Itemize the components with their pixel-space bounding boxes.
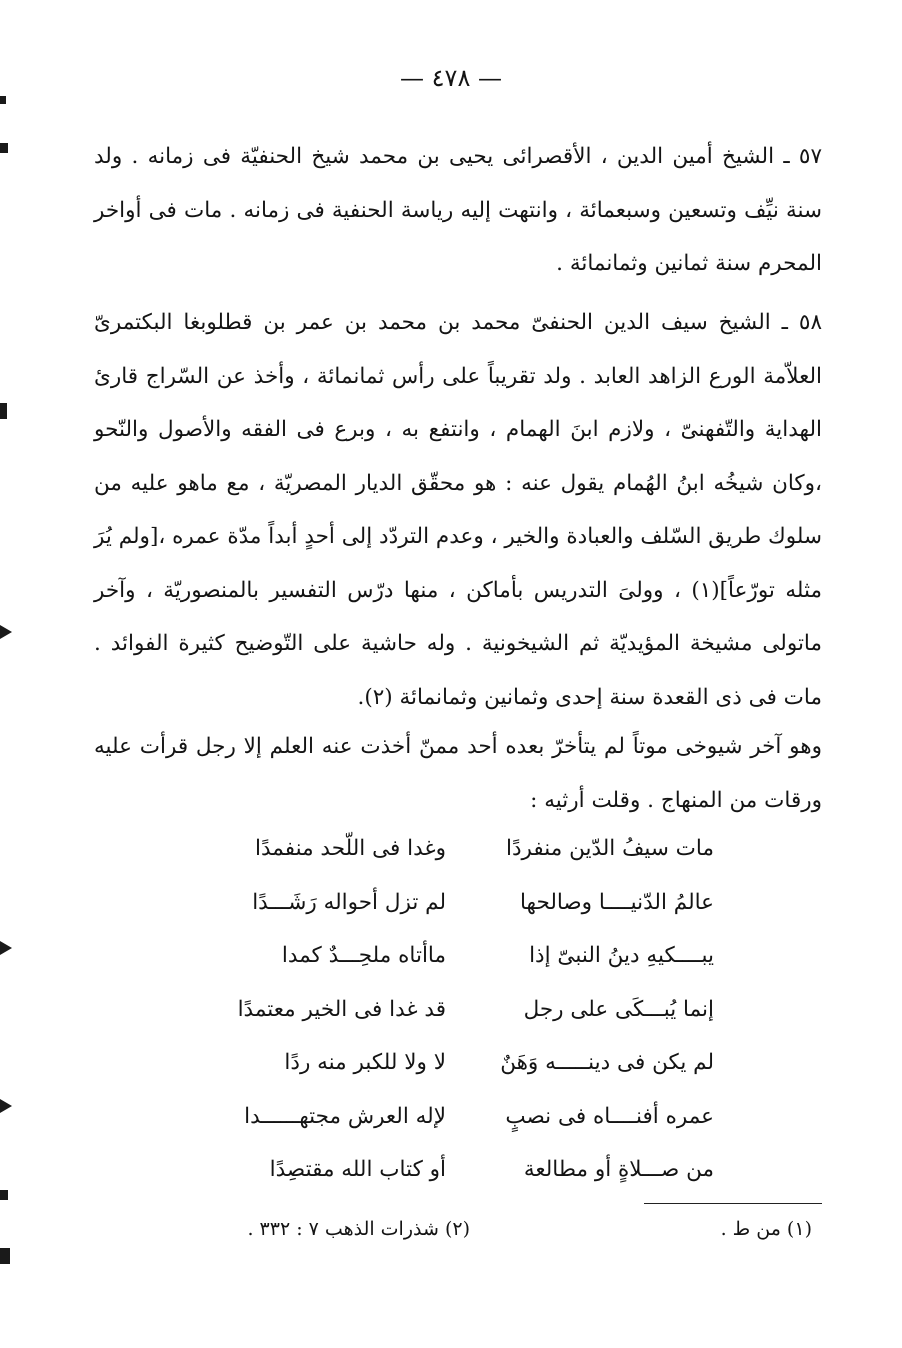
scan-margin-mark (0, 625, 12, 639)
poem-verse (214, 876, 714, 930)
footnote-divider (644, 1203, 822, 1204)
verse-second-hemistich: ماأتاه ملحِـــدٌ كمدا (281, 943, 446, 968)
poem-verse (214, 929, 714, 983)
elegy-introduction: وهو آخر شيوخى موتاً لم يتأخرّ بعده أحد ممنّ أخذت عنه العلم إلا رجل قرأت عليه ورقات من المنهاج . وقلت أرثيه : (94, 734, 822, 813)
verse-second-hemistich: لا ولا للكبر منه ردًا (284, 1050, 446, 1075)
biography-entry-57: ٥٧ ـ الشيخ أمين الدين ، الأقصرائى يحيى بن محمد شيخ الحنفيّة فى زمانه . ولد سنة نيِّف وتسعين وسبعمائة ، وانتهت إليه رياسة الحنفية فى زمانه . مات فى أواخر المحرم سنة ثمانين وثمانمائة . (94, 144, 822, 276)
verse-first-hemistich: يبــــكيهِ دينُ النبىّ إذا (529, 943, 714, 968)
scan-margin-mark (0, 1099, 12, 1113)
footnote-1: (١) من ط . (720, 1218, 812, 1240)
poem-verse (214, 1036, 714, 1090)
verse-first-hemistich: لم يكن فى دينـــــه وَهَنٌ (500, 1050, 714, 1075)
scan-margin-mark (0, 403, 7, 419)
poem-verse (214, 1090, 714, 1144)
scan-margin-mark (0, 143, 8, 153)
verse-first-hemistich: عمره أفنــــاه فى نصبٍ (505, 1103, 714, 1129)
footnote-2: (٢) شذرات الذهب ٧ : ٣٣٢ . (247, 1218, 470, 1240)
verse-first-hemistich: من صـــلاةٍ أو مطالعة (523, 1157, 714, 1182)
scan-margin-mark (0, 1190, 8, 1200)
verse-first-hemistich: عالمُ الدّنيــــا وصالحها (519, 889, 714, 915)
verse-second-hemistich: قد غدا فى الخير معتمدًا (237, 996, 446, 1022)
scan-margin-mark (0, 1248, 10, 1264)
poem-verse (214, 822, 714, 876)
poem-verse (214, 983, 714, 1037)
verse-second-hemistich: وغدا فى اللّحد منفمدًا (255, 836, 446, 861)
biography-entry-58: ٥٨ ـ الشيخ سيف الدين الحنفىّ محمد بن محمد بن عمر بن قطلوبغا البكتمرىّ العلاّمة الورع الزاهد العابد . ولد تقريباً على رأس ثمانمائة ، وأخذ عن السّراج قارئ الهداية والتّفهنىّ ، ولازم ابنَ الهمام ، وانتفع به ، وبرع فى الفقه والأصول والنّحو ،وكان شيخُه ابنُ الهُمام يقول عنه : هو محقّق الديار المصريّة ، مع ماهو عليه من سلوك طريق السّلف والعبادة والخير ، وعدم التردّد إلى أحدٍ أبداً مدّة عمره ،[ولم يُرَ مثله تورّعاً](١) ، وولىَ التدريس بأماكن ، منها درّس التفسير بالمنصوريّة ، وآخر ماتولى مشيخة المؤيديّة ثم الشيخونية . وله حاشية على التّوضيح كثيرة الفوائد . مات فى ذى القعدة سنة إحدى وثمانين وثمانمائة (٢). (94, 310, 822, 710)
elegy-poem (214, 822, 714, 1197)
poem-verse (214, 1143, 714, 1197)
verse-second-hemistich: لم تزل أحواله رَشَـــدًا (252, 889, 446, 915)
scan-margin-mark (0, 96, 6, 104)
verse-second-hemistich: أو كتاب الله مقتصِدًا (269, 1157, 446, 1182)
verse-first-hemistich: مات سيفُ الدّين منفردًا (505, 836, 714, 861)
scan-margin-mark (0, 941, 12, 955)
page-number: — ٤٧٨ — (400, 64, 502, 92)
verse-first-hemistich: إنما يُبـــكَى على رجل (523, 996, 714, 1022)
verse-second-hemistich: لإله العرش مجتهــــــدا (244, 1103, 446, 1129)
